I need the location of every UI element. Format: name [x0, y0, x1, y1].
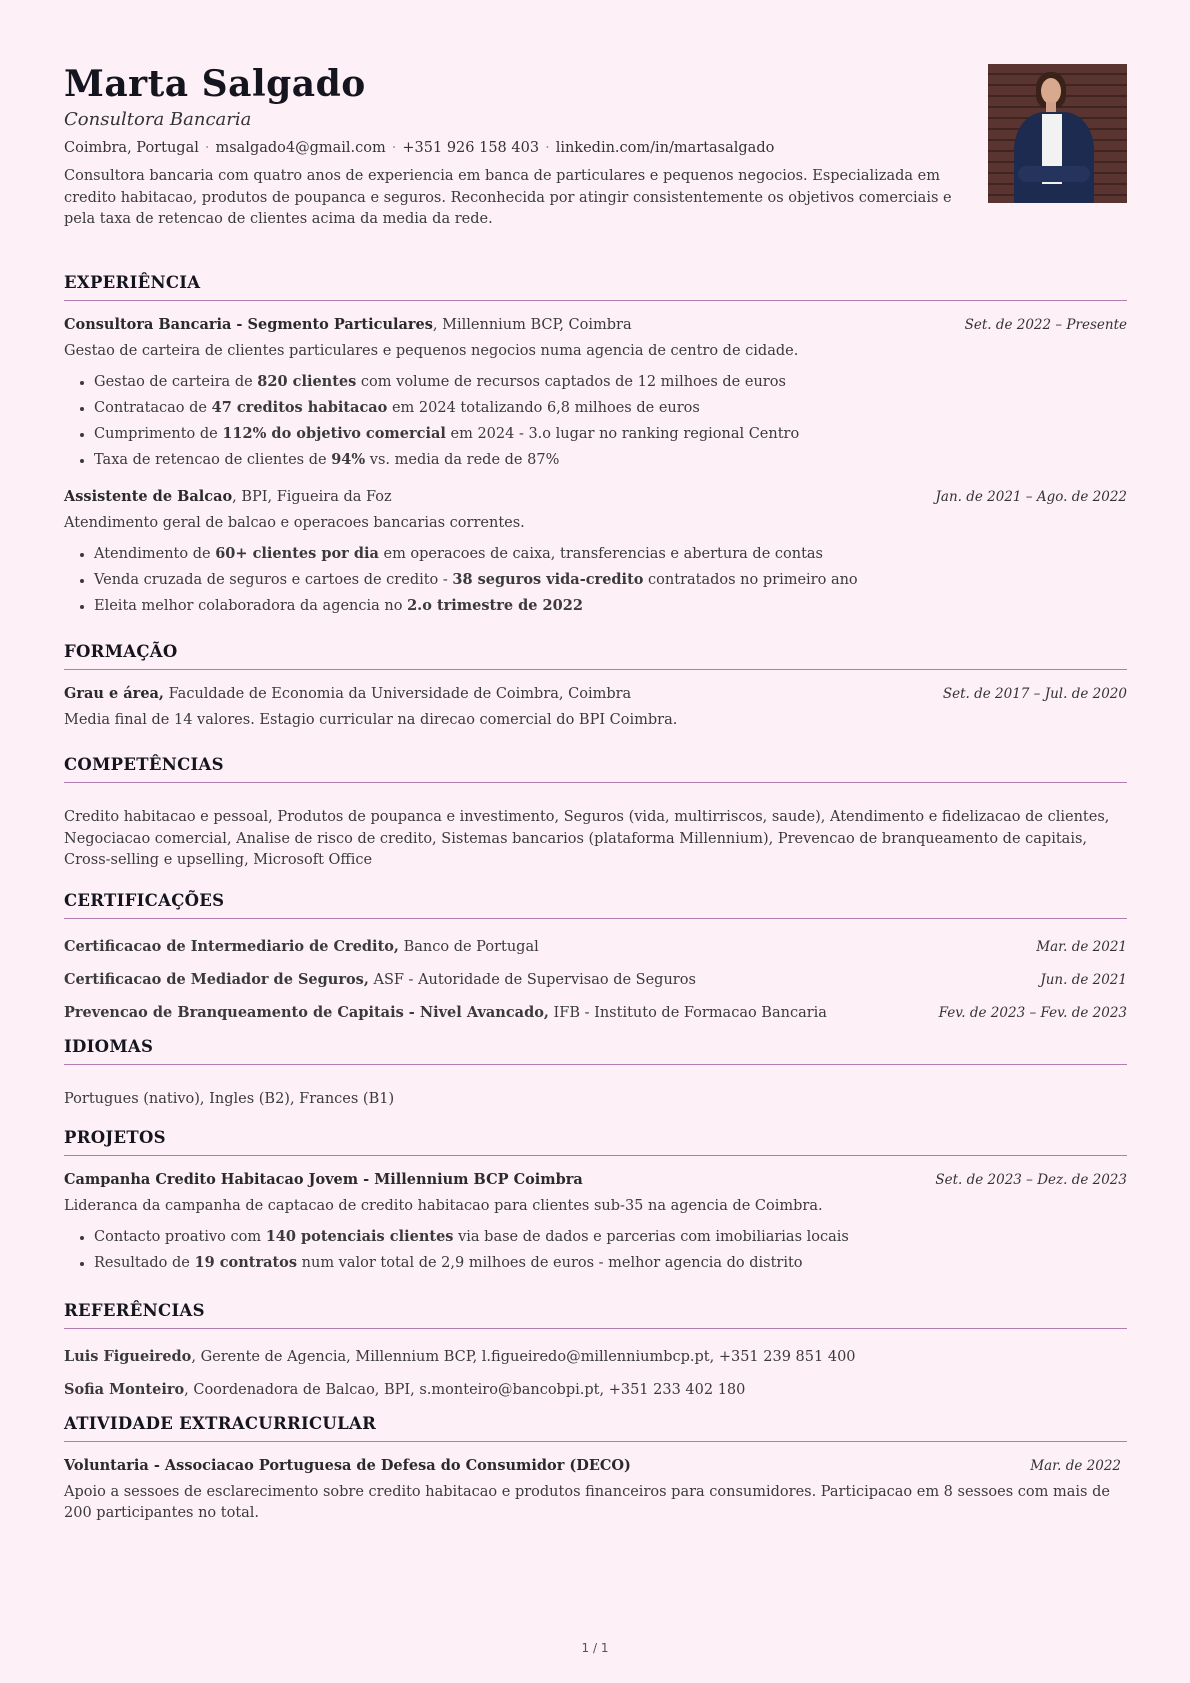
separator: · [545, 140, 550, 156]
phone: +351 926 158 403 [402, 140, 540, 156]
list-item: • Cumprimento de 112% do objetivo comercial em 2024 - 3.o lugar no ranking regional Centro [94, 421, 1127, 447]
project-entry [64, 1170, 1127, 1276]
section-title-projects: PROJETOS [64, 1127, 1127, 1156]
project-name: Campanha Credito Habitacao Jovem - Millennium BCP Coimbra [64, 1171, 583, 1188]
candidate-name: Marta Salgado [64, 63, 366, 105]
education-entry [64, 684, 1127, 730]
section-title-extracurricular: ATIVIDADE EXTRACURRICULAR [64, 1413, 1127, 1442]
activity-name: Voluntaria - Associacao Portuguesa de Defesa do Consumidor (DECO) [64, 1457, 631, 1474]
employer: , Millennium BCP, Coimbra [432, 317, 632, 333]
reference-item: Sofia Monteiro, Coordenadora de Balcao, BPI, s.monteiro@bancobpi.pt, +351 233 402 180 [64, 1381, 746, 1398]
email-link[interactable]: msalgado4@gmail.com [215, 140, 386, 156]
resume-header [64, 62, 1127, 242]
achievement-list [64, 1224, 1127, 1276]
experience-entry [64, 315, 1127, 473]
separator: · [204, 140, 210, 156]
list-item: • Eleita melhor colaboradora da agencia no 2.o trimestre de 2022 [94, 593, 1127, 619]
skills-list: Credito habitacao e pessoal, Produtos de poupanca e investimento, Seguros (vida, multirriscos, saude), Atendimento e fidelizacao de clientes, Negociacao comercial, Analise de risco de credito, Sistemas bancarios (plataforma Millennium), Prevencao de branqueamento de capitais, Cross-selling e upselling, Microsoft Office [64, 809, 1110, 868]
date-range: Set. de 2022 – Presente [964, 317, 1127, 333]
list-item: • Atendimento de 60+ clientes por dia em operacoes de caixa, transferencias e abertura de contas [94, 541, 1127, 567]
list-item: • Contratacao de 47 creditos habitacao em 2024 totalizando 6,8 milhoes de euros [94, 395, 1127, 421]
certification-item: Certificacao de Mediador de Seguros, ASF - Autoridade de Supervisao de Seguros Jun. de 2021 [64, 970, 1127, 988]
profile-photo [988, 64, 1127, 203]
extracurricular-section [64, 1413, 1127, 1524]
date-range: Set. de 2017 – Jul. de 2020 [942, 686, 1127, 702]
list-item: • Gestao de carteira de 820 clientes com volume de recursos captados de 12 milhoes de euros [94, 369, 1127, 395]
section-title-certifications: CERTIFICAÇÕES [64, 890, 1127, 919]
date-range: Set. de 2023 – Dez. de 2023 [935, 1172, 1127, 1188]
certifications-section [64, 890, 1127, 1023]
activity-description: Apoio a sessoes de esclarecimento sobre credito habitacao e produtos financeiros para consumidores. Participacao em 8 sessoes com mais de 200 participantes no total. [64, 1484, 1110, 1521]
section-title-languages: IDIOMAS [64, 1036, 1127, 1065]
education-section [64, 641, 1127, 730]
certification-item: Prevencao de Branqueamento de Capitais - Nivel Avancado, IFB - Instituto de Formacao Bancaria Fev. de 2023 – Fev. de 2023 [64, 1003, 1127, 1021]
certification-date: Jun. de 2021 [1040, 971, 1127, 988]
list-item: • Taxa de retencao de clientes de 94% vs. media da rede de 87% [94, 447, 1127, 473]
resume-page [64, 62, 1127, 1524]
list-item: • Resultado de 19 contratos num valor total de 2,9 milhoes de euros - melhor agencia do distrito [94, 1250, 1127, 1276]
page-number: 1 / 1 [581, 1641, 609, 1655]
certification-date: Fev. de 2023 – Fev. de 2023 [938, 1004, 1127, 1021]
date-range: Jan. de 2021 – Ago. de 2022 [935, 489, 1127, 505]
role-title: Consultora Bancaria - Segmento Particulares [64, 316, 433, 333]
contact-line [64, 138, 1127, 158]
list-item: • Venda cruzada de seguros e cartoes de credito - 38 seguros vida-credito contratados no primeiro ano [94, 567, 1127, 593]
degree: Grau e área, [64, 685, 164, 702]
achievement-list [64, 541, 1127, 619]
role-description: Gestao de carteira de clientes particulares e pequenos negocios numa agencia de centro de cidade. [64, 343, 799, 359]
profile-summary: Consultora bancaria com quatro anos de experiencia em banca de particulares e pequenos negocios. Especializada em credito habitacao, produtos de poupanca e seguros. Reconhecida por atingir consistentemente os objetivos comerciais e pela taxa de retencao de clientes acima da media da rede. [64, 168, 952, 227]
employer: , BPI, Figueira da Foz [232, 489, 392, 505]
date-range: Mar. de 2022 [1030, 1458, 1121, 1474]
skills-section [64, 754, 1127, 872]
section-title-experience: EXPERIÊNCIA [64, 272, 1127, 301]
achievement-list [64, 369, 1127, 473]
extracurricular-entry [64, 1456, 1127, 1524]
projects-section [64, 1127, 1127, 1276]
reference-item: Luis Figueiredo, Gerente de Agencia, Millennium BCP, l.figueiredo@millenniumbcp.pt, +351 239 851 400 [64, 1348, 856, 1365]
education-description: Media final de 14 valores. Estagio curricular na direcao comercial do BPI Coimbra. [64, 712, 678, 728]
location: Coimbra, Portugal [64, 140, 199, 156]
school: Faculdade de Economia da Universidade de Coimbra, Coimbra [164, 686, 632, 702]
job-title: Consultora Bancaria [64, 109, 252, 130]
list-item: • Contacto proativo com 140 potenciais clientes via base de dados e parcerias com imobiliarias locais [94, 1224, 1127, 1250]
certification-date: Mar. de 2021 [1036, 938, 1127, 955]
languages-section [64, 1036, 1127, 1111]
languages-list: Portugues (nativo), Ingles (B2), Frances (B1) [64, 1090, 395, 1107]
role-description: Atendimento geral de balcao e operacoes bancarias correntes. [64, 515, 525, 531]
experience-section [64, 272, 1127, 619]
references-section [64, 1300, 1127, 1400]
certification-item: Certificacao de Intermediario de Credito, Banco de Portugal Mar. de 2021 [64, 937, 1127, 955]
project-description: Lideranca da campanha de captacao de credito habitacao para clientes sub-35 na agencia de Coimbra. [64, 1198, 823, 1214]
section-title-education: FORMAÇÃO [64, 641, 1127, 670]
separator: · [391, 140, 397, 156]
section-title-references: REFERÊNCIAS [64, 1300, 1127, 1329]
experience-entry [64, 487, 1127, 619]
linkedin-link[interactable]: linkedin.com/in/martasalgado [555, 140, 775, 156]
role-title: Assistente de Balcao [64, 488, 233, 505]
section-title-skills: COMPETÊNCIAS [64, 754, 1127, 783]
